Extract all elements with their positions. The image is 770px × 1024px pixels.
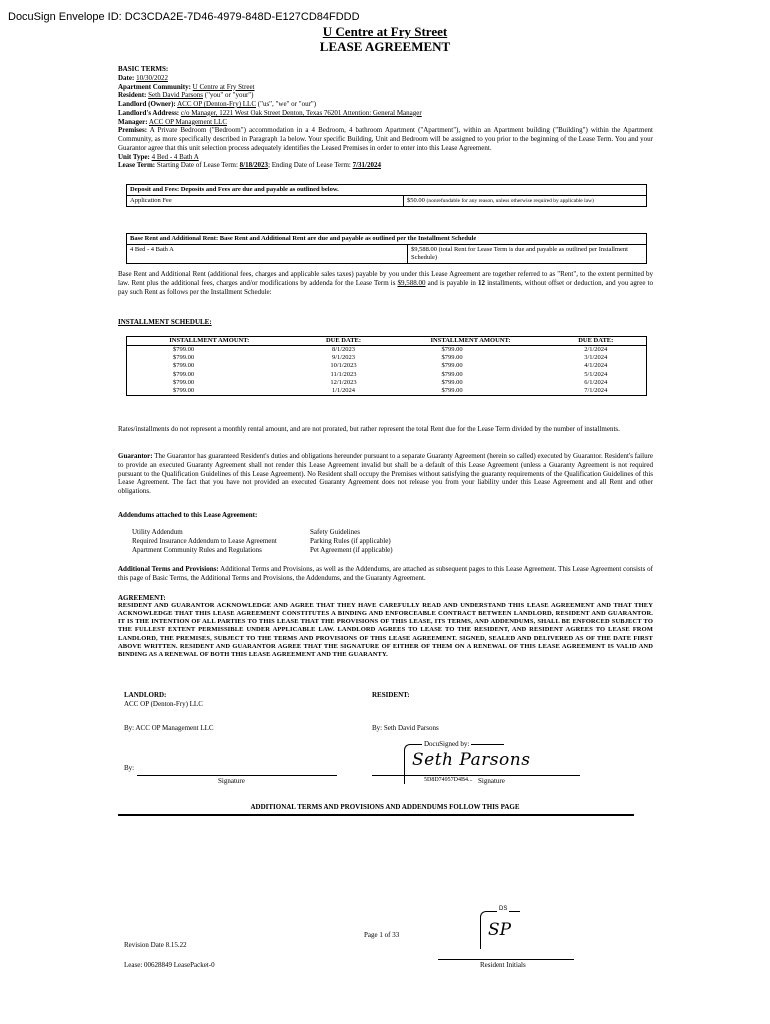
initials-line	[438, 959, 574, 960]
installment-due-date: 11/1/2023	[330, 370, 357, 378]
installment-heading: INSTALLMENT SCHEDULE:	[118, 318, 212, 326]
installment-due-date: 7/1/2024	[584, 386, 608, 394]
deposit-amount-cell	[404, 196, 647, 207]
installment-amount: $799.00	[441, 386, 463, 394]
ds-label: DS	[499, 906, 508, 912]
rent-header: Base Rent and Additional Rent: Base Rent and Additional Rent are due and payable as outlined per the Installment Schedule	[127, 234, 647, 245]
rates-paragraph: Rates/installments do not represent a monthly rental amount, and are not prorated, but rather represent the total Rent due for the Lease Term divided by the number of installments.	[118, 425, 620, 433]
resident-heading: RESIDENT:	[372, 691, 410, 699]
deposit-note: (nonrefundable for any reason, unless otherwise required by applicable law)	[426, 198, 594, 205]
rent-amount: $9,588.00 (total Rent for Lease Term is due and payable as outlined per Installment Schedule)	[408, 245, 647, 264]
installment-amount: $799.00	[173, 362, 195, 370]
installment-row	[127, 387, 647, 396]
addendum-item: Required Insurance Addendum to Lease Agreement	[132, 536, 277, 545]
landlord-row: Landlord (Owner): ACC OP (Denton-Fry) LLC ("us", "we" or "our")	[118, 100, 317, 108]
installment-due-date: 9/1/2023	[331, 354, 356, 362]
docusigned-label: DocuSigned by:	[424, 740, 470, 748]
lease-start: 8/18/2023	[239, 161, 269, 170]
installment-count: 12	[477, 278, 485, 287]
landlord-signature-label: Signature	[218, 777, 245, 785]
lease-id: Lease: 00628849 LeasePacket-0	[124, 961, 215, 969]
landlord-by: By: ACC OP Management LLC	[124, 724, 214, 732]
resident-value: Seth David Parsons	[148, 91, 203, 100]
landlord-name: ACC OP (Denton-Fry) LLC	[124, 700, 203, 708]
col-amount-2: INSTALLMENT AMOUNT:	[396, 337, 546, 346]
lease-term-row: Lease Term: Starting Date of Lease Term: 8/18/2023; Ending Date of Lease Term: 7/31/2024	[118, 161, 381, 170]
installment-amount: $799.00	[173, 346, 195, 354]
installment-due-date: 2/1/2024	[584, 346, 608, 354]
resident-by: By: Seth David Parsons	[372, 724, 439, 732]
rent-table	[126, 233, 647, 264]
col-amount-1: INSTALLMENT AMOUNT:	[127, 337, 292, 346]
agreement-text: RESIDENT AND GUARANTOR ACKNOWLEDGE AND AGREE THAT THEY HAVE CAREFULLY READ AND UNDERSTAND THIS LEASE AGREEMENT AND THAT THEY ACKNOWLEDGE THAT THIS LEASE AGREEMENT CONSTITUTES A BINDING AND ENFORCEABLE CONTRACT BETWEEN LANDLORD, RESIDENT AND GUARANTOR. IT IS THE INTENTION OF ALL PARTIES TO THIS LEASE THAT THE PROVISIONS OF THIS LEASE, ITS TERMS, AND ADDENDUMS, SHALL BE ENFORCED SUBJECT TO THE FULLEST EXTENT PERMISSIBLE UNDER APPLICABLE LAW. LANDLORD AGREES TO LEASE TO THE RESIDENT, AND RESIDENT AGREES TO LEASE FROM LANDLORD, THE PREMISES, SUBJECT TO THE TERMS AND PROVISIONS OF THIS LEASE AGREEMENT. SIGNED, SEALED AND DELIVERED AS OF THE DATE FIRST ABOVE WRITTEN. RESIDENT AND GUARANTOR AGREE THAT THE SIGNATURE OF EITHER OF THEM ON A RENEWAL OF THIS LEASE AGREEMENT IS VALID AND BINDING AS A RENEWAL OF BOTH THIS LEASE AGREEMENT AND THE GUARANTY.	[118, 602, 653, 658]
resident-signature-label: Signature	[478, 777, 505, 785]
date-value: 10/30/2022	[136, 73, 168, 82]
divider	[118, 814, 634, 816]
manager-row: Manager: ACC OP Management LLC	[118, 117, 228, 126]
installment-due-date: 4/1/2024	[584, 362, 608, 370]
basic-terms-heading: BASIC TERMS:	[118, 65, 169, 73]
resident-initials: SP	[488, 920, 512, 940]
installment-due-date: 12/1/2023	[330, 378, 357, 386]
rent-paragraph: Base Rent and Additional Rent (additional fees, charges and applicable sales taxes) payable by you under this Lease Agreement are together referred to as "Rent", to the extent permitted by law. Rent plus the additional fees, charges and/or modifications by addenda for the Lease Term is $9,588.00 and is payable in 12 installments, without offset or deduction, and you agree to pay such Rent as follows per the Installment Schedule:	[118, 270, 653, 296]
community-value: U Centre at Fry Street	[192, 82, 255, 91]
installment-amount: $799.00	[441, 378, 463, 386]
lease-end: 7/31/2024	[352, 161, 381, 170]
resident-signature-line	[372, 775, 580, 776]
agreement-heading: AGREEMENT:	[118, 594, 166, 602]
landlord-heading: LANDLORD:	[124, 691, 167, 699]
unit-type-value: 4 Bed - 4 Bath A	[151, 152, 199, 161]
basic-terms	[118, 65, 653, 170]
deposit-item: Application Fee	[127, 196, 404, 207]
col-due-1: DUE DATE:	[292, 337, 396, 346]
deposit-header: Deposit and Fees: Deposits and Fees are due and payable as outlined below.	[127, 185, 647, 196]
installment-due-date: 5/1/2024	[584, 370, 608, 378]
landlord-by-label: By:	[124, 764, 135, 772]
additional-terms: Additional Terms and Provisions: Additional Terms and Provisions, as well as the Addendums, are attached as subsequent pages to this Lease Agreement. This Lease Agreement consists of this page of Basic Terms, the Additional Terms and Provisions, the Addendums, and the Guaranty Agreement.	[118, 565, 653, 582]
resident-signature: Seth Parsons	[412, 750, 531, 770]
addendums-heading: Addendums attached to this Lease Agreement:	[118, 511, 258, 519]
addendum-item: Utility Addendum	[132, 528, 183, 536]
installment-row	[127, 379, 647, 387]
resident-row: Resident: Seth David Parsons ("you" or "your")	[118, 91, 254, 100]
document-title: U Centre at Fry Street	[322, 24, 448, 39]
installment-due-date: 10/1/2023	[330, 362, 357, 370]
installment-due-date: 8/1/2023	[331, 346, 356, 354]
page-number: Page 1 of 33	[364, 931, 400, 939]
installment-amount: $799.00	[173, 370, 195, 378]
additional-follow: ADDITIONAL TERMS AND PROVISIONS AND ADDENDUMS FOLLOW THIS PAGE	[250, 803, 520, 811]
installment-row	[127, 371, 647, 379]
installment-table	[126, 336, 647, 396]
community-row: Apartment Community: U Centre at Fry Street	[118, 82, 255, 91]
addendum-item: Parking Rules (if applicable)	[310, 536, 391, 545]
addendums-left	[132, 528, 312, 554]
landlord-signature-line	[137, 775, 337, 776]
addendum-item: Safety Guidelines	[310, 528, 360, 536]
installment-row	[127, 346, 647, 355]
installment-amount: $799.00	[173, 354, 195, 362]
addendum-item: Apartment Community Rules and Regulations	[132, 545, 262, 554]
revision-date: Revision Date 8.15.22	[124, 941, 187, 949]
rent-item: 4 Bed - 4 Bath A	[127, 245, 408, 264]
installment-amount: $799.00	[173, 378, 195, 386]
envelope-id: DocuSign Envelope ID: DC3CDA2E-7D46-4979-848D-E127CD84FDDD	[8, 11, 360, 23]
premises-text: A Private Bedroom ("Bedroom") accommodation in a 4 Bedroom, 4 bathroom Apartment ("Apartment"), within an Apartment building ("Building") within the Apartment Community, as more specifically described in Paragraph 1a below. Your specific Building, Unit and Bedroom will be assigned to you prior to the beginning of the Lease Term. You and your Guarantor agree that this unit selection process adequately identifies the Leased Premises in order to enter into this Lease Agreement.	[118, 126, 653, 152]
addendums-right	[310, 528, 460, 554]
rent-total: $9,588.00	[397, 278, 426, 287]
landlord-value: ACC OP (Denton-Fry) LLC	[177, 100, 257, 108]
date-row: Date: 10/30/2022	[118, 73, 168, 82]
installment-amount: $799.00	[441, 346, 463, 354]
manager-value: ACC OP Management LLC	[148, 117, 228, 126]
unit-type-row: Unit Type: 4 Bed - 4 Bath A	[118, 152, 199, 161]
installment-due-date: 6/1/2024	[584, 378, 608, 386]
address-row: Landlord's Address: c/o Manager, 1221 West Oak Street Denton, Texas 76201 Attention: General Manager	[118, 108, 422, 117]
initials-label: Resident Initials	[480, 961, 526, 969]
installment-due-date: 3/1/2024	[584, 354, 608, 362]
deposit-table	[126, 184, 647, 207]
premises-row: Premises: A Private Bedroom ("Bedroom") accommodation in a 4 Bedroom, 4 bathroom Apartment ("Apartment"), within an Apartment building ("Building") within the Apartment Community, as more specifically described in Paragraph 1a below. Your specific Building, Unit and Bedroom will be assigned to you prior to the beginning of the Lease Term. You and your Guarantor agree that this unit selection process adequately identifies the Leased Premises in order to enter into this Lease Agreement.	[118, 126, 653, 152]
deposit-amount: $50.00	[407, 197, 425, 205]
guarantor-paragraph: Guarantor: The Guarantor has guaranteed Resident's duties and obligations hereunder pursuant to a separate Guaranty Agreement (herein so called) executed by Guarantor. Resident's failure to provide an executed Guaranty Agreement shall not render this Lease Agreement invalid but shall be a default of this Lease Agreement (unless a Guaranty Agreement is not required pursuant to the Qualification Guidelines of this Lease Agreement). No Resident shall occupy the Premises without satisfying the guaranty requirements of the Qualification Guidelines of this Lease Agreement. The fact that you have not provided an executed Guaranty Agreement does not release you from your liability under this Lease Agreement and all Rent and other obligations.	[118, 452, 654, 495]
installment-due-date: 1/1/2024	[331, 386, 356, 394]
installment-row	[127, 362, 647, 370]
addendum-item: Pet Agreement (if applicable)	[310, 545, 393, 554]
installment-amount: $799.00	[441, 354, 463, 362]
signature-id: 5D8D74957D4B4...	[424, 777, 473, 783]
address-value: c/o Manager, 1221 West Oak Street Denton, Texas 76201 Attention: General Manager	[180, 108, 422, 117]
col-due-2: DUE DATE:	[546, 337, 647, 346]
installment-amount: $799.00	[173, 386, 195, 394]
installment-amount: $799.00	[441, 370, 463, 378]
installment-amount: $799.00	[441, 362, 463, 370]
document-subtitle: LEASE AGREEMENT	[319, 39, 451, 54]
installment-row	[127, 354, 647, 362]
